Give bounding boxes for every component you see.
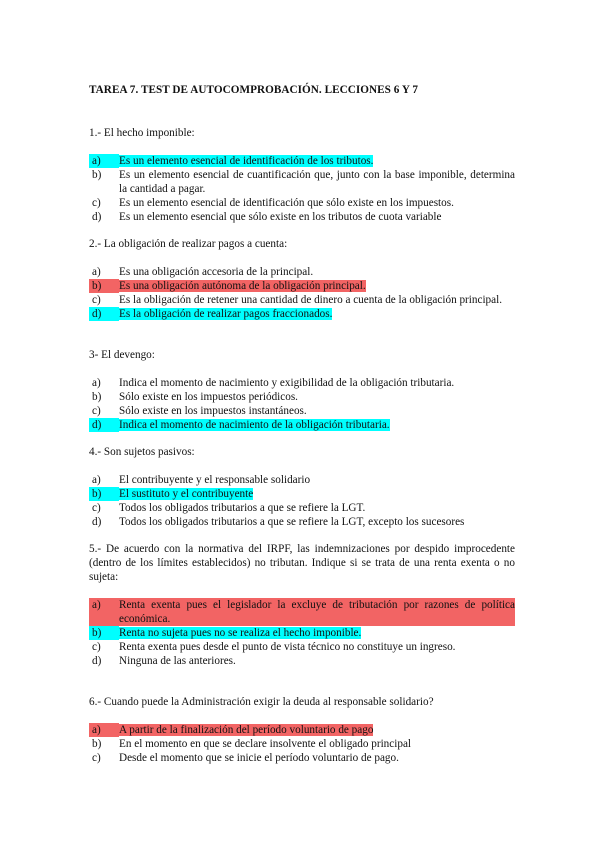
option-1a [89, 154, 515, 168]
option-letter: d) [92, 211, 102, 223]
option-text: Renta exenta pues desde el punto de vista técnico no constituye un ingreso. [119, 641, 456, 653]
question-text: 6.- Cuando puede la Administración exigir la deuda al responsable solidario? [89, 696, 434, 708]
option-text: Es una obligación accesoria de la principal. [119, 266, 314, 278]
option-text: Es la obligación de realizar pagos fraccionados. [119, 308, 333, 320]
option-letter: d) [92, 516, 102, 528]
option-text: Ninguna de las anteriores. [119, 655, 236, 667]
question-text: 3- El devengo: [89, 349, 155, 361]
question-1-options [89, 154, 515, 224]
option-letter: a) [92, 266, 101, 278]
question-1 [89, 126, 515, 140]
option-text: Es un elemento esencial que sólo existe en los tributos de cuota variable [119, 211, 442, 223]
option-letter: c) [92, 502, 101, 514]
option-letter: b) [92, 738, 102, 750]
option-letter: d) [92, 655, 102, 667]
option-letter: b) [92, 391, 102, 403]
question-5 [89, 542, 515, 584]
option-text: Indica el momento de nacimiento y exigibilidad de la obligación tributaria. [119, 377, 455, 389]
option-letter: a) [89, 154, 119, 168]
question-text: 1.- El hecho imponible: [89, 127, 195, 139]
option-1b [89, 168, 515, 196]
option-letter: a) [92, 474, 101, 486]
question-3-options [89, 376, 515, 432]
option-2c [89, 293, 515, 307]
question-text: 4.- Son sujetos pasivos: [89, 446, 195, 458]
option-6a [89, 723, 515, 737]
option-4d [89, 515, 515, 529]
option-letter: c) [92, 641, 101, 653]
option-5d [89, 654, 515, 668]
question-text: 2.- La obligación de realizar pagos a cuenta: [89, 238, 288, 250]
option-3b [89, 390, 515, 404]
question-2-options [89, 265, 515, 321]
question-6-options [89, 723, 515, 765]
option-letter: b) [89, 487, 119, 501]
question-6 [89, 695, 515, 709]
option-text: Desde el momento que se inicie el período voluntario de pago. [119, 752, 399, 764]
option-text: Renta no sujeta pues no se realiza el hecho imponible. [119, 627, 362, 639]
question-text: 5.- De acuerdo con la normativa del IRPF, las indemnizaciones por despido improcedente (dentro de los límites establecidos) no tributan. Indique si se trata de una renta exenta o no sujeta: [89, 543, 515, 583]
question-5-options [89, 598, 515, 668]
option-6b [89, 737, 515, 751]
option-letter: b) [89, 626, 119, 640]
option-letter: d) [89, 418, 119, 432]
option-letter: b) [89, 279, 119, 293]
option-letter: c) [92, 294, 101, 306]
option-text: Todos los obligados tributarios a que se refiere la LGT, excepto los sucesores [119, 516, 465, 528]
option-text: Es una obligación autónoma de la obligación principal. [119, 280, 366, 292]
option-5a [89, 598, 515, 626]
option-2a [89, 265, 515, 279]
option-text: Es un elemento esencial de identificación de los tributos. [119, 155, 374, 167]
option-letter: a) [92, 377, 101, 389]
option-6c [89, 751, 515, 765]
option-3d [89, 418, 515, 432]
option-4c [89, 501, 515, 515]
question-2 [89, 237, 515, 251]
option-letter: a) [89, 723, 119, 737]
option-2d [89, 307, 515, 321]
option-letter: c) [92, 752, 101, 764]
option-letter: c) [92, 405, 101, 417]
option-3c [89, 404, 515, 418]
question-3 [89, 348, 515, 362]
question-4-options [89, 473, 515, 529]
option-text: Renta exenta pues el legislador la excluye de tributación por razones de política económica. [119, 599, 515, 625]
option-5c [89, 640, 515, 654]
option-text: Es un elemento esencial de identificación que sólo existe en los impuestos. [119, 197, 454, 209]
option-2b [89, 279, 515, 293]
option-1d [89, 210, 515, 224]
option-text: El sustituto y el contribuyente [119, 488, 254, 500]
option-text: El contribuyente y el responsable solidario [119, 474, 311, 486]
question-4 [89, 445, 515, 459]
option-3a [89, 376, 515, 390]
option-5b [89, 626, 515, 640]
option-text: A partir de la finalización del período voluntario de pago [119, 724, 374, 736]
option-letter: c) [92, 197, 101, 209]
option-letter: d) [89, 307, 119, 321]
option-text: Indica el momento de nacimiento de la obligación tributaria. [119, 419, 390, 431]
option-4b [89, 487, 515, 501]
option-letter: a) [92, 599, 101, 611]
option-letter: b) [92, 169, 102, 181]
option-text: Sólo existe en los impuestos periódicos. [119, 391, 298, 403]
option-text: Es un elemento esencial de cuantificación que, junto con la base imponible, determina la cantidad a pagar. [119, 169, 515, 195]
option-text: Todos los obligados tributarios a que se refiere la LGT. [119, 502, 366, 514]
option-4a [89, 473, 515, 487]
document-title: TAREA 7. TEST DE AUTOCOMPROBACIÓN. LECCIONES 6 Y 7 [89, 84, 419, 96]
option-text: En el momento en que se declare insolvente el obligado principal [119, 738, 412, 750]
option-text: Sólo existe en los impuestos instantáneos. [119, 405, 307, 417]
option-1c [89, 196, 515, 210]
option-text: Es la obligación de retener una cantidad de dinero a cuenta de la obligación principal. [119, 294, 503, 306]
